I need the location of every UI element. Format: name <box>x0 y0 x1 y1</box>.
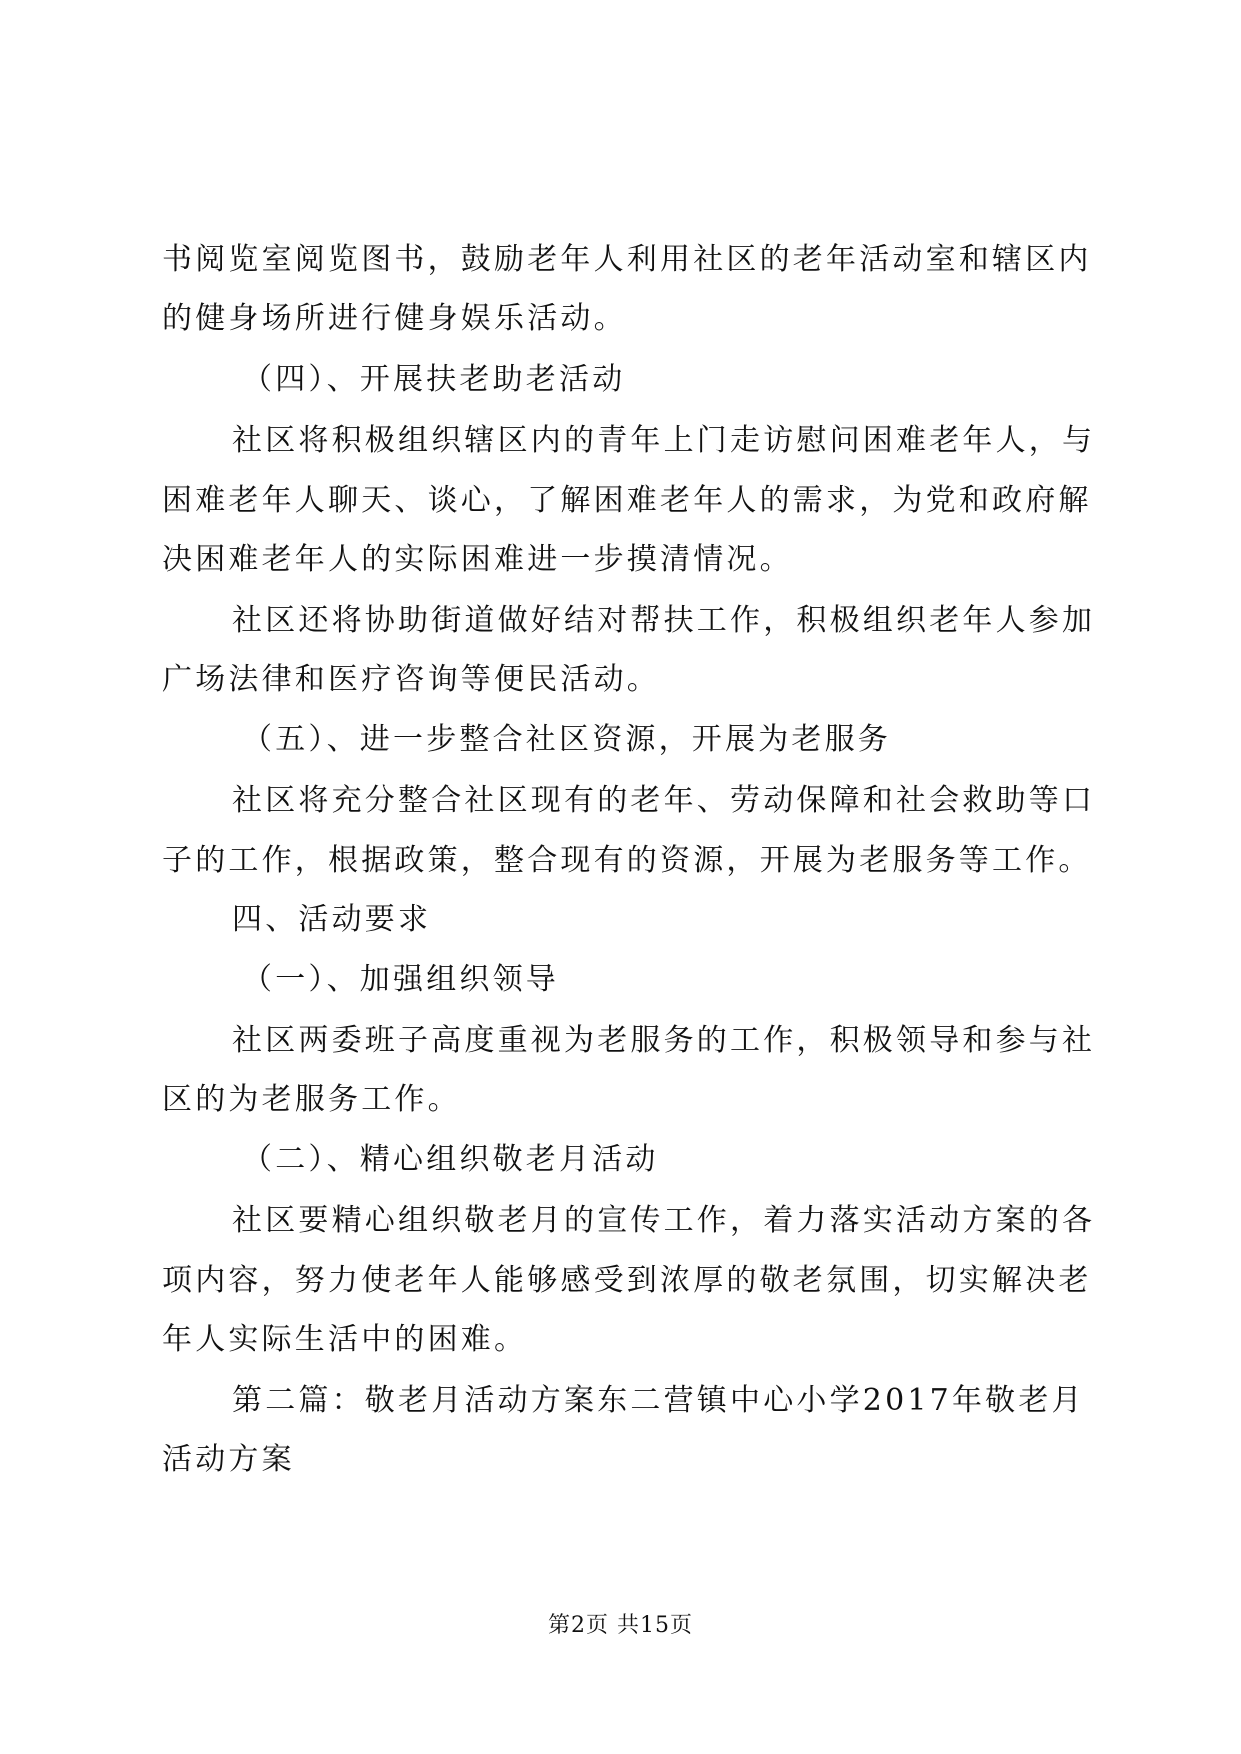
subheading-four: （四）、开展扶老助老活动 <box>242 362 626 397</box>
section-heading: 四、活动要求 <box>232 902 432 937</box>
paragraph-start: 社区要精心组织敬老月的宣传工作，着力落实活动方案的各 <box>232 1203 1096 1238</box>
subheading-five: （五）、进一步整合社区资源，开展为老服务 <box>242 722 891 757</box>
page-number-footer: 第2页 共15页 <box>548 1613 693 1638</box>
paragraph-start: 社区将充分整合社区现有的老年、劳动保障和社会救助等口 <box>232 783 1096 818</box>
subheading-one: （一）、加强组织领导 <box>242 962 559 997</box>
paragraph-start: 社区两委班子高度重视为老服务的工作，积极领导和参与社 <box>232 1023 1096 1058</box>
body-line: 困难老年人聊天、谈心，了解困难老年人的需求，为党和政府解 <box>162 483 1092 518</box>
body-line: 项内容，努力使老年人能够感受到浓厚的敬老氛围，切实解决老 <box>162 1263 1092 1298</box>
body-line: 子的工作，根据政策，整合现有的资源，开展为老服务等工作。 <box>162 843 1092 878</box>
body-line-continuation: 书阅览室阅览图书，鼓励老年人利用社区的老年活动室和辖区内 <box>162 242 1092 277</box>
body-line: 区的为老服务工作。 <box>162 1082 461 1117</box>
body-line: 年人实际生活中的困难。 <box>162 1322 528 1357</box>
paragraph-start: 社区将积极组织辖区内的青年上门走访慰问困难老年人，与 <box>232 423 1096 458</box>
chapter-heading: 第二篇：敬老月活动方案东二营镇中心小学2017年敬老月 <box>232 1383 1085 1418</box>
body-line: 决困难老年人的实际困难进一步摸清情况。 <box>162 542 793 577</box>
subheading-two: （二）、精心组织敬老月活动 <box>242 1142 659 1177</box>
paragraph-start: 社区还将协助街道做好结对帮扶工作，积极组织老年人参加 <box>232 603 1096 638</box>
chapter-heading-continuation: 活动方案 <box>162 1442 295 1477</box>
body-line: 的健身场所进行健身娱乐活动。 <box>162 301 627 336</box>
body-line: 广场法律和医疗咨询等便民活动。 <box>162 662 660 697</box>
